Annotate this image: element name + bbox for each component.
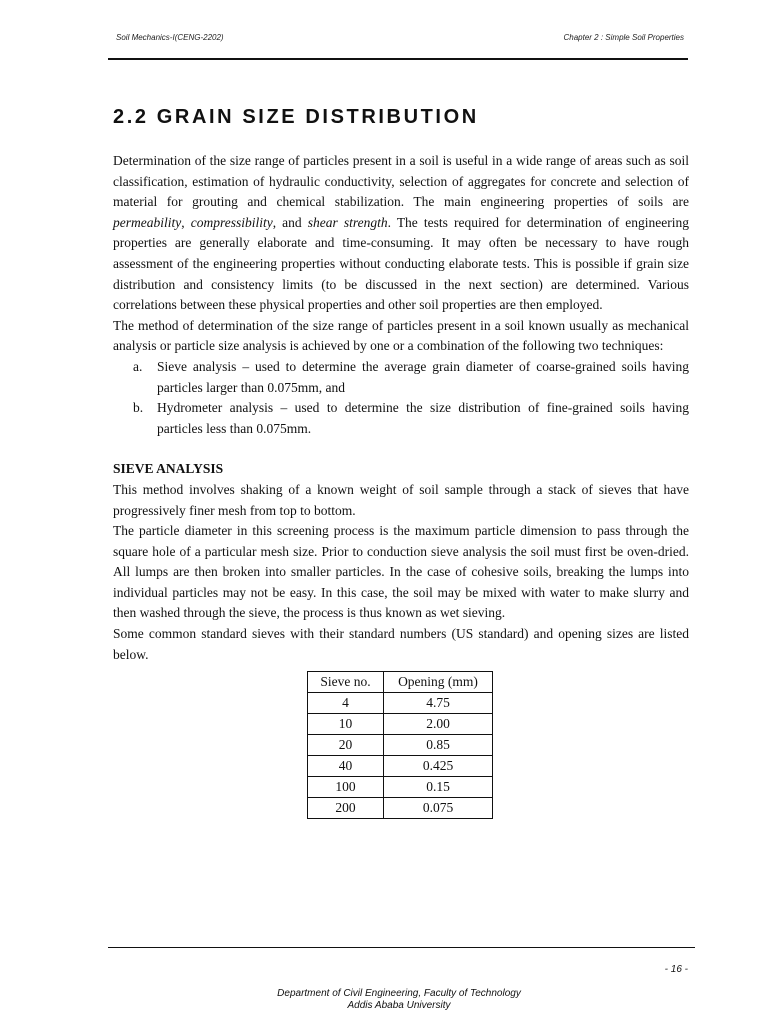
cell-sieve-no: 200	[308, 798, 384, 819]
section-title: 2.2 GRAIN SIZE DISTRIBUTION	[113, 106, 479, 128]
cell-sieve-no: 40	[308, 756, 384, 777]
list-item-text: Sieve analysis – used to determine the average grain diameter of coarse-grained soils having particles larger than 0.075mm, and	[157, 358, 689, 395]
list-item	[133, 398, 689, 439]
term-compressibility: compressibility	[190, 214, 273, 230]
table-row	[308, 777, 493, 798]
running-header-course: Soil Mechanics-I(CENG-2202)	[116, 33, 224, 42]
cell-opening: 4.75	[384, 693, 493, 714]
sieve-paragraph-3: Some common standard sieves with their standard numbers (US standard) and opening sizes are listed below.	[113, 626, 689, 662]
footer-department: Department of Civil Engineering, Faculty of Technology	[277, 988, 521, 999]
column-header-sieve-no: Sieve no.	[308, 672, 384, 693]
list-item-text: Hydrometer analysis – used to determine the size distribution of fine-grained soils having particles less than 0.075mm.	[157, 400, 689, 436]
column-header-opening: Opening (mm)	[384, 672, 493, 693]
list-item	[133, 357, 689, 398]
page-number: - 16 -	[664, 964, 688, 975]
footer-rule	[108, 947, 695, 948]
table-row	[308, 693, 493, 714]
cell-sieve-no: 10	[308, 714, 384, 735]
table-row	[308, 798, 493, 819]
list-marker: a.	[133, 358, 143, 374]
table-header-row	[308, 672, 493, 693]
sieve-analysis-heading: SIEVE ANALYSIS	[113, 461, 224, 477]
cell-opening: 2.00	[384, 714, 493, 735]
term-permeability: permeability	[113, 214, 182, 230]
techniques-list	[113, 357, 689, 439]
body-content	[113, 151, 689, 819]
intro-separator: ,	[181, 214, 191, 230]
intro-text: . The tests required for determination of engineering properties are generally elaborate and time-consuming. It may often be necessary to have rough assessment of the engineering properties without conducting elaborate tests. This is possible if grain size distribution and consistency limits (to be discussed in the next section) are determined. Various correlations between these physical properties and other soil properties are then employed.	[113, 214, 690, 313]
intro-text: Determination of the size range of particles present in a soil is useful in a wide range of areas such as soil classification, estimation of hydraulic conductivity, selection of aggregates for concrete and selection of material for grouting and chemical stabilization. The main engineering properties of soils are	[113, 153, 689, 210]
cell-opening: 0.85	[384, 735, 493, 756]
term-shear-strength: shear strength	[307, 214, 388, 230]
intro-separator: , and	[272, 214, 308, 230]
intro-paragraph-1	[113, 151, 689, 316]
cell-sieve-no: 100	[308, 777, 384, 798]
sieve-paragraph-2: The particle diameter in this screening process is the maximum particle dimension to pass through the square hole of a particular mesh size. Prior to conduction sieve analysis the soil must first be oven-dried. All lumps are then broken into smaller particles. In the case of cohesive soils, breaking the lumps into individual particles may not be easy. In this case, the soil may be mixed with water to make slurry and then washed through the sieve, the process is thus known as wet sieving.	[113, 523, 689, 621]
table-row	[308, 735, 493, 756]
header-rule	[108, 58, 688, 60]
table-row	[308, 756, 493, 777]
running-header-chapter: Chapter 2 : Simple Soil Properties	[563, 33, 684, 42]
cell-opening: 0.15	[384, 777, 493, 798]
sieve-paragraph-1: This method involves shaking of a known weight of soil sample through a stack of sieves that have progressively finer mesh from top to bottom.	[113, 481, 689, 518]
footer-university: Addis Ababa University	[347, 1000, 451, 1011]
sieve-table	[307, 671, 493, 819]
list-marker: b.	[133, 400, 144, 416]
cell-opening: 0.425	[384, 756, 493, 777]
table-row	[308, 714, 493, 735]
cell-opening: 0.075	[384, 798, 493, 819]
cell-sieve-no: 20	[308, 735, 384, 756]
intro-paragraph-2: The method of determination of the size range of particles present in a soil known usually as mechanical analysis or particle size analysis is achieved by one or a combination of the following two techniques:	[113, 317, 689, 354]
cell-sieve-no: 4	[308, 693, 384, 714]
